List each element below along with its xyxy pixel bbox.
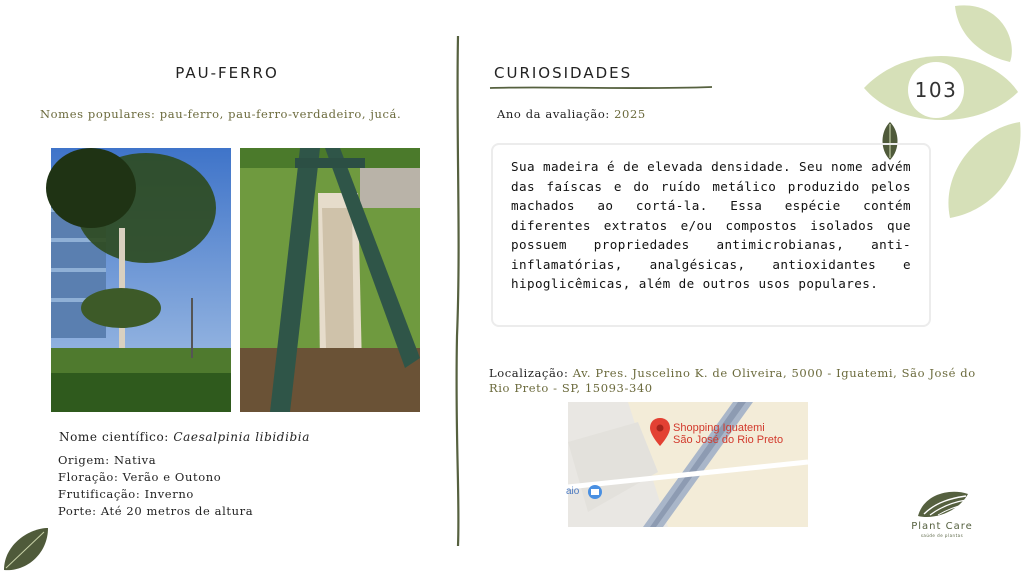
location: [489, 366, 979, 396]
brand-tagline: saúde de plantas: [920, 533, 964, 538]
scientific-name: [59, 430, 310, 444]
location-map[interactable]: [568, 402, 808, 527]
location-value: Av. Pres. Juscelino K. de Oliveira, 5000 - Iguatemi, São José do Rio Preto - SP, 15093-340: [489, 366, 976, 395]
popular-names: Nomes populares: pau-ferro, pau-ferro-verdadeiro, jucá.: [40, 107, 402, 121]
leaf-icon: [0, 524, 52, 576]
scientific-name-value: Caesalpinia libidibia: [173, 430, 310, 444]
page-number: 103: [914, 78, 958, 102]
evaluation-year-label: Ano da avaliação:: [497, 107, 615, 121]
fact-flowering: Floração: Verão e Outono: [58, 470, 222, 484]
fact-size: Porte: Até 20 metros de altura: [58, 504, 254, 518]
location-label: Localização:: [489, 366, 573, 380]
species-title: PAU-FERRO: [175, 64, 279, 82]
map-place-label: [673, 422, 783, 446]
facts-list: [58, 452, 253, 520]
fact-fruiting: Frutificação: Inverno: [58, 487, 194, 501]
map-side-label: aio: [566, 486, 580, 497]
plant-care-logo-icon: [914, 488, 970, 520]
title-underline: [490, 84, 712, 92]
brand-name: Plant Care: [911, 521, 973, 532]
curiosity-text: Sua madeira é de elevada densidade. Seu nome advém das faíscas e do ruído metálico produzido pelos machados ao cortá-la. Essa espécie contém diferentes extratos e/ou compostos isolados que possuem propriedades antimicrobianas, anti-inflamatórias, analgésicas, antioxidantes e hipoglicêmicas, além de outros usos populares.: [511, 159, 911, 291]
tree-photo-2: [240, 148, 420, 412]
evaluation-year-value: 2025: [614, 107, 646, 121]
page-number-badge: [908, 62, 964, 118]
evaluation-year: [497, 107, 646, 121]
map-place-line2: São José do Rio Preto: [673, 434, 784, 446]
scientific-name-label: Nome científico:: [59, 430, 174, 444]
curiosities-title: CURIOSIDADES: [494, 64, 633, 82]
map-place-line1: Shopping Iguatemi: [673, 422, 765, 434]
vertical-divider: [452, 36, 464, 546]
tree-photo-1: [51, 148, 231, 412]
map-pin-icon[interactable]: [650, 418, 670, 448]
fact-origin: Origem: Nativa: [58, 453, 157, 467]
curiosity-box: [491, 143, 931, 327]
